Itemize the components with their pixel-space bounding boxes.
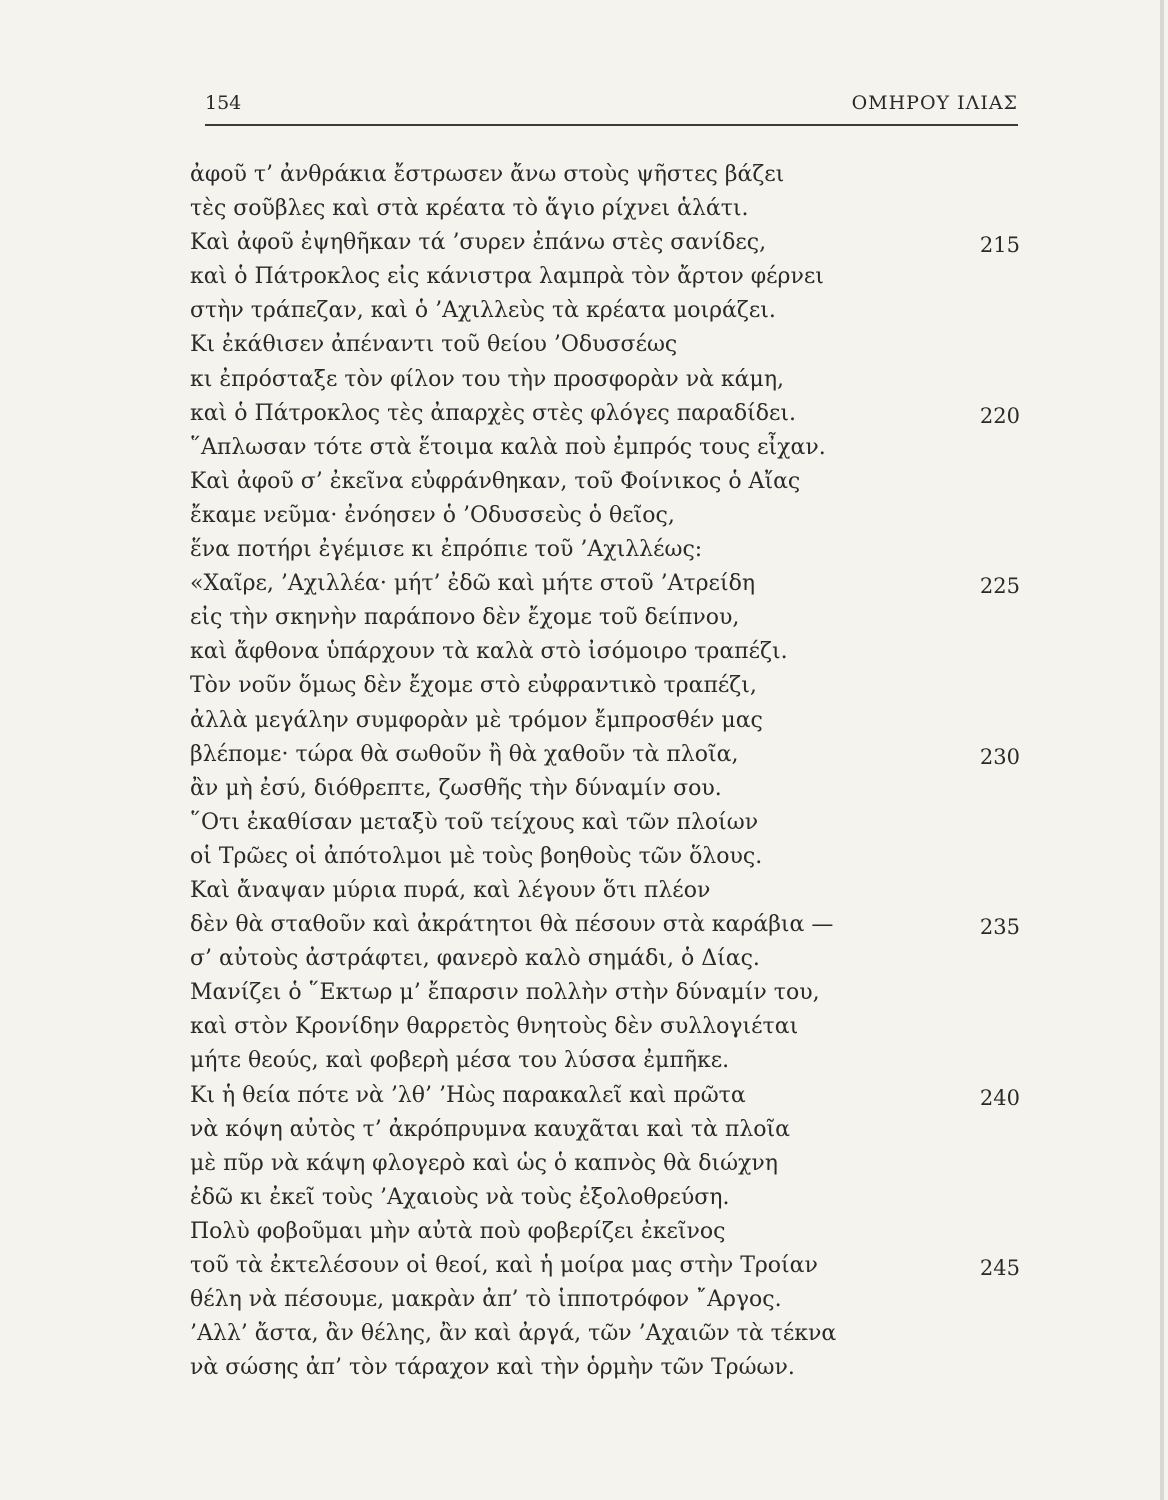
verse-line	[190, 908, 1020, 942]
verse-text: καὶ στὸν Κρονίδην θαρρετὸς θνητοὺς δὲν συλλογιέται	[190, 1014, 799, 1040]
page-edge	[1160, 0, 1164, 1500]
verse-text: Καὶ ἀφοῦ ἐψηθῆκαν τά ’συρεν ἐπάνω στὲς σανίδες,	[190, 230, 767, 256]
verse-line	[190, 772, 1020, 806]
verse-text: ἀφοῦ τ’ ἀνθράκια ἔστρωσεν ἄνω στοὺς ψῆστες βάζει	[190, 162, 785, 187]
line-number: 215	[979, 233, 1020, 258]
verse-text: ῞Οτι ἐκαθίσαν μεταξὺ τοῦ τείχους καὶ τῶν πλοίων	[190, 809, 759, 835]
verse-line	[190, 738, 1020, 772]
verse-text: Καὶ ἀφοῦ σ’ ἐκεῖνα εὐφράνθηκαν, τοῦ Φοίνικος ὁ Αἴας	[190, 468, 801, 494]
verse-line	[190, 976, 1020, 1010]
verse-text: καὶ ὁ Πάτροκλος εἰς κάνιστρα λαμπρὰ τὸν ἄρτον φέρνει	[190, 264, 824, 290]
verse-line	[190, 806, 1020, 840]
page-header	[205, 88, 1018, 126]
verse-text: ῞Απλωσαν τότε στὰ ἕτοιμα καλὰ ποὺ ἐμπρός τους εἶχαν.	[190, 434, 826, 460]
verse-line	[190, 669, 1020, 703]
verse-line	[190, 1181, 1020, 1215]
verse-line	[190, 1113, 1020, 1147]
verse-text: μήτε θεούς, καὶ φοβερὴ μέσα του λύσσα ἐμπῆκε.	[190, 1048, 730, 1074]
verse-line	[190, 465, 1020, 499]
verse-line	[190, 704, 1020, 738]
verse-line	[190, 1215, 1020, 1249]
running-title: ΟΜΗΡΟΥ ΙΛΙΑΣ	[851, 92, 1018, 114]
verse-line	[190, 1351, 1020, 1385]
verse-text: ἐδῶ κι ἐκεῖ τοὺς ’Αχαιοὺς νὰ τοὺς ἐξολοθρεύση.	[190, 1184, 730, 1210]
verse-line	[190, 1249, 1020, 1283]
verse-text: Καὶ ἄναψαν μύρια πυρά, καὶ λέγουν ὅτι πλέον	[190, 877, 711, 903]
verse-line	[190, 260, 1020, 294]
verse-line	[190, 1283, 1020, 1317]
verse-line	[190, 533, 1020, 567]
verse-text: εἰς τὴν σκηνὴν παράπονο δὲν ἔχομε τοῦ δείπνου,	[190, 605, 740, 631]
page-number: 154	[205, 92, 242, 114]
verse-line	[190, 942, 1020, 976]
verse-text: «Χαῖρε, ’Αχιλλέα· μήτ’ ἐδῶ καὶ μήτε στοῦ ’Ατρείδη	[190, 571, 756, 597]
verse-line	[190, 192, 1020, 226]
verse-line	[190, 567, 1020, 601]
verse-text: οἱ Τρῶες οἱ ἀπότολμοι μὲ τοὺς βοηθοὺς τῶν ὅλους.	[190, 843, 763, 869]
verse-text: Τὸν νοῦν ὅμως δὲν ἔχομε στὸ εὐφραντικὸ τραπέζι,	[190, 673, 757, 699]
verse-text: ἂν μὴ ἐσύ, διόθρεπτε, ζωσθῆς τὴν δύναμίν σου.	[190, 775, 722, 801]
verse-text: κι ἐπρόσταξε τὸν φίλον του τὴν προσφορὰν νὰ κάμη,	[190, 366, 784, 392]
verse-text: καὶ ὁ Πάτροκλος τὲς ἀπαρχὲς στὲς φλόγες παραδίδει.	[190, 400, 796, 426]
verse-text: ἕνα ποτήρι ἐγέμισε κι ἐπρόπιε τοῦ ’Αχιλλέως:	[190, 537, 703, 563]
verse-line	[190, 840, 1020, 874]
verse-text: τοῦ τὰ ἐκτελέσουν οἱ θεοί, καὶ ἡ μοίρα μας στὴν Τροίαν	[190, 1253, 818, 1278]
verse-line	[190, 363, 1020, 397]
verse-line	[190, 635, 1020, 669]
verse-line	[190, 1147, 1020, 1181]
verse-text: ἀλλὰ μεγάλην συμφορὰν μὲ τρόμον ἔμπροσθέν μας	[190, 707, 763, 733]
verse-text: Μανίζει ὁ ῞Εκτωρ μ’ ἔπαρσιν πολλὴν στὴν δύναμίν του,	[190, 980, 820, 1006]
verse-line	[190, 431, 1020, 465]
poem-text	[190, 158, 1020, 1385]
verse-text: τὲς σοῦβλες καὶ στὰ κρέατα τὸ ἅγιο ρίχνει ἁλάτι.	[190, 196, 749, 222]
verse-text: δὲν θὰ σταθοῦν καὶ ἀκράτητοι θὰ πέσουν στὰ καράβια —	[190, 912, 834, 938]
verse-line	[190, 601, 1020, 635]
verse-text: νὰ σώσης ἀπ’ τὸν τάραχον καὶ τὴν ὁρμὴν τῶν Τρώων.	[190, 1355, 795, 1381]
line-number: 230	[979, 744, 1020, 769]
verse-text: νὰ κόψη αὐτὸς τ’ ἀκρόπρυμνα καυχᾶται καὶ τὰ πλοῖα	[190, 1116, 791, 1142]
verse-line	[190, 328, 1020, 362]
verse-text: Πολὺ φοβοῦμαι μὴν αὐτὰ ποὺ φοβερίζει ἐκεῖνος	[190, 1218, 726, 1244]
verse-line	[190, 1079, 1020, 1113]
verse-text: μὲ πῦρ νὰ κάψη φλογερὸ καὶ ὡς ὁ καπνὸς θὰ διώχνη	[190, 1150, 778, 1176]
line-number: 245	[979, 1256, 1020, 1280]
line-number: 240	[979, 1085, 1020, 1110]
line-number: 235	[979, 915, 1020, 940]
verse-line	[190, 1010, 1020, 1044]
verse-line	[190, 294, 1020, 328]
verse-text: ἔκαμε νεῦμα· ἐνόησεν ὁ ’Οδυσσεὺς ὁ θεῖος,	[190, 502, 675, 528]
verse-text: θέλη νὰ πέσουμε, μακρὰν ἀπ’ τὸ ἱπποτρόφον ῎Αργος.	[190, 1287, 782, 1313]
verse-line	[190, 499, 1020, 533]
verse-line	[190, 1044, 1020, 1078]
verse-text: Κι ἡ θεία πότε νὰ ’λθ’ ’Ηὼς παρακαλεῖ καὶ πρῶτα	[190, 1082, 746, 1108]
verse-line	[190, 397, 1020, 431]
verse-line	[190, 874, 1020, 908]
verse-line	[190, 226, 1020, 260]
verse-text: Κι ἐκάθισεν ἀπέναντι τοῦ θείου ’Οδυσσέως	[190, 332, 678, 358]
line-number: 220	[979, 403, 1020, 428]
verse-text: βλέπομε· τώρα θὰ σωθοῦν ἢ θὰ χαθοῦν τὰ πλοῖα,	[190, 741, 739, 767]
verse-text: στὴν τράπεζαν, καὶ ὁ ’Αχιλλεὺς τὰ κρέατα μοιράζει.	[190, 298, 776, 324]
line-number: 225	[979, 574, 1020, 599]
verse-line	[190, 158, 1020, 192]
verse-text: καὶ ἄφθονα ὑπάρχουν τὰ καλὰ στὸ ἰσόμοιρο τραπέζι.	[190, 639, 788, 665]
verse-line	[190, 1317, 1020, 1351]
verse-text: ’Αλλ’ ἄστα, ἂν θέλης, ἂν καὶ ἀργά, τῶν ’Αχαιῶν τὰ τέκνα	[190, 1321, 837, 1347]
verse-text: σ’ αὐτοὺς ἀστράφτει, φανερὸ καλὸ σημάδι, ὁ Δίας.	[190, 946, 760, 972]
